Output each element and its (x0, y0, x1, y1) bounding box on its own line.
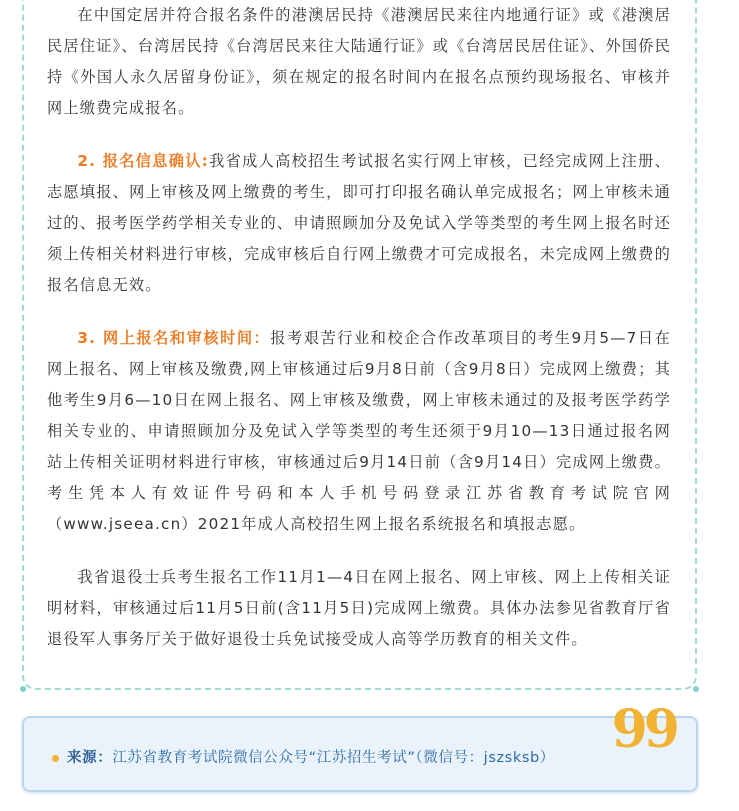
source-label: 来源： (67, 750, 113, 766)
heading-registration-confirm: 2. 报名信息确认: (77, 152, 209, 170)
source-line (52, 746, 555, 767)
article-body (47, 0, 671, 655)
heading-online-registration-time: 3. 网上报名和审核时间： (77, 329, 271, 347)
paragraph-hk-macau-taiwan: 在中国定居并符合报名条件的港澳居民持《港澳居民来往内地通行证》或《港澳居民居住证》、台湾居民持《台湾居民来往大陆通行证》或《台湾居民居住证》、外国侨民持《外国人永久居留身份证》，须在规定的报名时间内在报名点预约现场报名、审核并网上缴费完成报名。 (47, 6, 671, 117)
paragraph-online-registration-time (47, 323, 671, 540)
paragraph-veteran-registration: 我省退役士兵考生报名工作11月1—4日在网上报名、网上审核、网上上传相关证明材料，审核通过后11月5日前(含11月5日)完成网上缴费。具体办法参见省教育厅省退役军人事务厅关于做好退役士兵免试接受成人高等学历教育的相关文件。 (47, 568, 671, 648)
paragraph-registration-confirm (47, 146, 671, 301)
bullet-dot-icon (52, 755, 59, 762)
source-box (22, 699, 698, 792)
corner-dot-left (20, 686, 26, 692)
corner-dot-right (693, 686, 699, 692)
quote-icon: 99 (611, 699, 676, 760)
body-registration-confirm: 我省成人高校招生考试报名实行网上审核，已经完成网上注册、志愿填报、网上审核及网上缴费的考生，即可打印报名确认单完成报名；网上审核未通过的、报考医学药学相关专业的、申请照顾加分及免试入学等类型的考生网上报名时还须上传相关材料进行审核，完成审核后自行网上缴费才可完成报名，未完成网上缴费的报名信息无效。 (47, 152, 671, 294)
body-online-registration-time: 报考艰苦行业和校企合作改革项目的考生9月5—7日在网上报名、网上审核及缴费,网上审核通过后9月8日前（含9月8日）完成网上缴费；其他考生9月6—10日在网上报名、网上审核及缴费，网上审核未通过的及报考医学药学相关专业的、申请照顾加分及免试入学等类型的考生还须于9月10—13日通过报名网站上传相关证明材料进行审核，审核通过后9月14日前（含9月14日）完成网上缴费。考生凭本人有效证件号码和本人手机号码登录江苏省教育考试院官网（www.jseea.cn）2021年成人高校招生网上报名系统报名和填报志愿。 (47, 329, 671, 533)
source-text: 江苏省教育考试院微信公众号“江苏招生考试”（微信号：jszsksb） (112, 750, 555, 766)
